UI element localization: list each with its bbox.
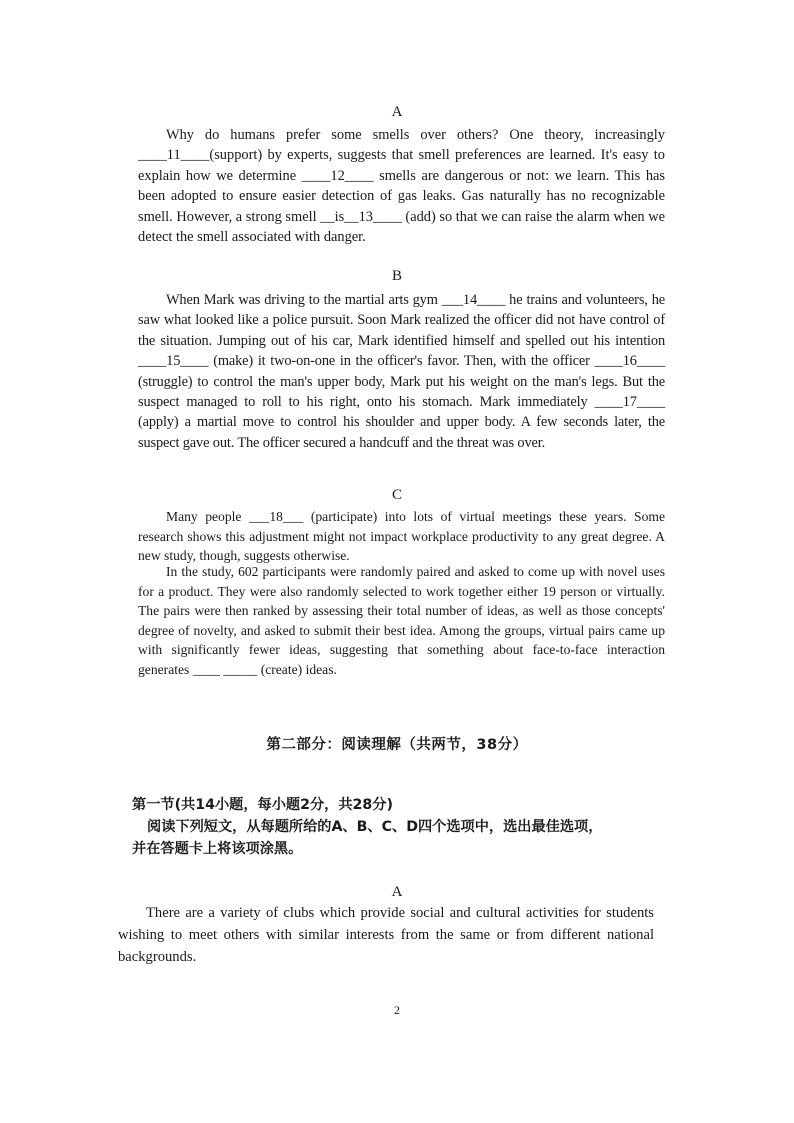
section-b-letter: B (391, 268, 402, 284)
section-c-letter: C (391, 487, 402, 503)
section-a-passage: Why do humans prefer some smells over others? One theory, increasingly ____11____(support) by experts, suggests that smell preferences are learned. It's easy to explain how we determine ____12____ smells are dangerous or not: we learn. This has been adopted to ensure easier detection of gas leaks. Gas naturally has no recognizable smell. However, a strong smell __is__13____ (add) so that we can raise the alarm when we detect the smell associated with danger. (138, 127, 665, 246)
section-a-letter: A (391, 104, 403, 120)
reading-a-letter: A (391, 884, 403, 900)
page-number: 2 (394, 1003, 400, 1017)
section-b-passage: When Mark was driving to the martial arts gym ___14____ he trains and volunteers, he saw what looked like a police pursuit. Soon Mark realized the officer did not have control of the situation. Jumping out of his car, Mark identified himself and spelled out his intention ____15____ (make) it two-on-one in the officer's favor. Then, with the officer ____16____ (struggle) to control the man's upper body, Mark put his weight on the man's legs. But the suspect managed to roll to his right, onto his stomach. Mark immediately ____17____ (apply) a martial move to control his shoulder and upper body. A few seconds later, the suspect gave out. The officer secured a handcuff and the threat was over. (138, 292, 665, 451)
instruction-line-1: 阅读下列短文，从每题所给的A、B、C、D四个选项中，选出最佳选项， (147, 819, 603, 835)
section-c-paragraph-1: Many people ___18___ (participate) into lots of virtual meetings these years. Some research shows this adjustment might not impact workplace productivity to any great degree. A new study, though, suggests otherwise. (138, 509, 665, 564)
section-c-paragraph-2: In the study, 602 participants were randomly paired and asked to come up with novel uses for a product. They were also randomly selected to work together either 19 person or virtually. The pairs were then ranked by assessing their total number of ideas, as well as those concepts' degree of novelty, and asked to submit their best idea. Among the groups, virtual pairs came up with significantly fewer ideas, suggesting that something about face-to-face interaction generates ____ _____ (create) ideas. (138, 564, 665, 677)
reading-a-passage: There are a variety of clubs which provide social and cultural activities for students wishing to meet others with similar interests from the same or from different national backgrounds. (118, 905, 654, 965)
section-one-title: 第一节(共14小题，每小题2分，共28分) (132, 797, 393, 813)
part-two-title: 第二部分：阅读理解（共两节，38分） (266, 737, 528, 753)
instruction-line-2: 并在答题卡上将该项涂黑。 (132, 841, 303, 857)
